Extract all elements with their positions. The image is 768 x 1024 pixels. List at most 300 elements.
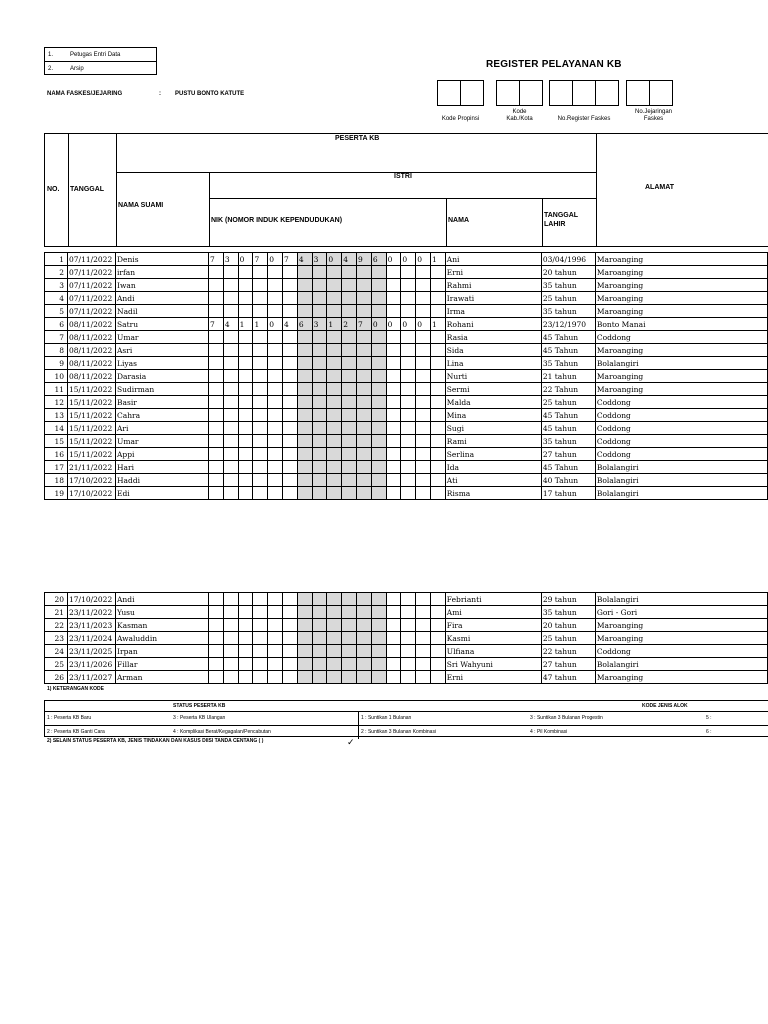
nik-digit <box>371 632 386 645</box>
keterangan-row <box>45 725 768 739</box>
nik-digit <box>238 396 253 409</box>
table-row <box>45 396 768 409</box>
jejaringan-boxes[interactable] <box>626 80 673 106</box>
nik-digit <box>431 357 446 370</box>
nik-digit <box>297 292 312 305</box>
nik-digit <box>431 409 446 422</box>
nik-digit <box>312 357 327 370</box>
nik-digit <box>431 593 446 606</box>
row-nama-istri: Febrianti <box>445 593 541 606</box>
nik-digit <box>238 409 253 422</box>
table-row <box>45 593 768 606</box>
nik-digit <box>253 344 268 357</box>
row-nama-suami: Liyas <box>116 357 209 370</box>
header-alamat: ALAMAT <box>645 184 675 191</box>
row-tanggal: 07/11/2022 <box>68 266 116 279</box>
nik-digit <box>342 487 357 500</box>
row-number: 7 <box>45 331 68 344</box>
row-tanggal: 15/11/2022 <box>68 435 116 448</box>
row-number: 11 <box>45 383 68 396</box>
nik-digit <box>312 487 327 500</box>
nik-digit <box>253 487 268 500</box>
nik-digit <box>431 383 446 396</box>
nik-digit <box>401 266 416 279</box>
header-istri-cell <box>209 172 597 199</box>
nik-digit: 1 <box>238 318 253 331</box>
nik-digit <box>416 474 431 487</box>
nik-digit <box>327 396 342 409</box>
header-nama-cell <box>446 198 543 247</box>
row-nama-istri: Ani <box>445 253 541 266</box>
nik-digit: 0 <box>416 253 431 266</box>
page-title: REGISTER PELAYANAN KB <box>486 59 622 70</box>
nik-digit <box>416 606 431 619</box>
row-tanggal: 23/11/2027 <box>68 671 116 684</box>
header-peserta: PESERTA KB <box>335 135 380 142</box>
nik-digit <box>238 593 253 606</box>
nik-digit <box>416 331 431 344</box>
row-alamat: Maroanging <box>595 305 767 318</box>
kode-kab-label-1: Kode <box>512 109 527 115</box>
row-alamat: Maroanging <box>595 266 767 279</box>
nik-digit <box>327 292 342 305</box>
nik-digit <box>386 435 401 448</box>
row-tanggal-lahir: 20 tahun <box>541 266 595 279</box>
nik-digit <box>238 422 253 435</box>
nik-digit <box>357 461 372 474</box>
nik-digit <box>268 370 283 383</box>
nik-digit <box>371 383 386 396</box>
table-row <box>45 632 768 645</box>
code-cell[interactable] <box>549 80 573 106</box>
nik-digit <box>431 632 446 645</box>
header-istri: ISTRI <box>394 173 412 180</box>
row-nama-istri: Ulfiana <box>445 645 541 658</box>
nik-digit <box>416 370 431 383</box>
nik-digit: 4 <box>297 253 312 266</box>
row-tanggal: 15/11/2022 <box>68 409 116 422</box>
nik-digit <box>268 658 283 671</box>
table-row <box>45 658 768 671</box>
row-tanggal: 08/11/2022 <box>68 344 116 357</box>
row-number: 3 <box>45 279 68 292</box>
nik-digit <box>416 619 431 632</box>
nik-digit: 4 <box>223 318 238 331</box>
nik-digit <box>401 383 416 396</box>
nik-digit: 7 <box>283 253 298 266</box>
nik-digit <box>238 305 253 318</box>
nik-digit <box>297 370 312 383</box>
faskes-colon: : <box>159 91 161 97</box>
nik-digit <box>401 474 416 487</box>
nik-digit <box>431 606 446 619</box>
nik-digit <box>342 606 357 619</box>
nik-digit <box>371 331 386 344</box>
nik-digit <box>209 383 224 396</box>
table-row <box>45 448 768 461</box>
nik-digit <box>238 487 253 500</box>
nik-digit <box>371 305 386 318</box>
nik-digit <box>283 422 298 435</box>
nik-digit <box>416 344 431 357</box>
nik-digit <box>297 448 312 461</box>
nik-digit <box>416 422 431 435</box>
nik-digit: 4 <box>283 318 298 331</box>
code-cell[interactable] <box>519 80 543 106</box>
nik-digit <box>357 487 372 500</box>
nik-digit <box>209 487 224 500</box>
nik-digit: 7 <box>253 253 268 266</box>
row-tanggal-lahir: 20 tahun <box>541 619 595 632</box>
code-cell[interactable] <box>595 80 619 106</box>
nik-digit <box>283 487 298 500</box>
table-row <box>45 305 768 318</box>
nik-digit <box>209 448 224 461</box>
nik-digit <box>416 292 431 305</box>
row-number: 5 <box>45 305 68 318</box>
nik-digit <box>209 331 224 344</box>
nik-digit: 1 <box>253 318 268 331</box>
table-row <box>45 266 768 279</box>
nik-digit <box>209 619 224 632</box>
header-tanggal: TANGGAL <box>70 186 105 193</box>
row-nama-suami: Arman <box>116 671 209 684</box>
nik-digit <box>312 645 327 658</box>
header-tanggal-lahir: TANGGAL <box>544 212 579 219</box>
row-tanggal-lahir: 23/12/1970 <box>541 318 595 331</box>
nik-digit <box>357 632 372 645</box>
nik-digit <box>401 357 416 370</box>
row-tanggal: 08/11/2022 <box>68 318 116 331</box>
nik-digit <box>297 409 312 422</box>
nik-digit <box>371 370 386 383</box>
nik-digit <box>342 292 357 305</box>
nik-digit <box>238 619 253 632</box>
nik-digit <box>253 658 268 671</box>
nik-digit <box>371 606 386 619</box>
nik-digit <box>327 266 342 279</box>
nik-digit <box>253 593 268 606</box>
row-tanggal-lahir: 35 tahun <box>541 435 595 448</box>
nik-digit <box>371 409 386 422</box>
row-tanggal-lahir: 35 tahun <box>541 305 595 318</box>
nik-digit <box>416 487 431 500</box>
nik-digit <box>297 331 312 344</box>
row-nama-istri: Sri Wahyuni <box>445 658 541 671</box>
row-tanggal-lahir: 45 Tahun <box>541 344 595 357</box>
nik-digit <box>401 279 416 292</box>
nik-digit <box>209 305 224 318</box>
row-number: 23 <box>45 632 68 645</box>
nik-digit <box>357 409 372 422</box>
table-row <box>45 370 768 383</box>
nik-digit: 6 <box>371 253 386 266</box>
register-table-2 <box>44 592 768 684</box>
nik-digit <box>431 305 446 318</box>
keterangan-table <box>44 700 768 737</box>
nik-digit <box>268 461 283 474</box>
nik-digit <box>253 383 268 396</box>
row-nama-suami: Edi <box>116 487 209 500</box>
kode-kab-boxes[interactable] <box>496 80 543 106</box>
nik-digit <box>238 279 253 292</box>
row-number: 24 <box>45 645 68 658</box>
row-nama-suami: Sudirman <box>116 383 209 396</box>
nik-digit <box>238 448 253 461</box>
row-tanggal: 08/11/2022 <box>68 331 116 344</box>
nik-digit <box>386 645 401 658</box>
nik-digit <box>386 279 401 292</box>
nik-digit <box>223 487 238 500</box>
code-cell[interactable] <box>460 80 484 106</box>
nik-digit <box>327 422 342 435</box>
nik-digit <box>312 658 327 671</box>
nik-digit <box>416 448 431 461</box>
row-number: 12 <box>45 396 68 409</box>
nik-digit <box>223 461 238 474</box>
nik-digit <box>283 619 298 632</box>
nik-digit <box>357 383 372 396</box>
row-tanggal: 15/11/2022 <box>68 383 116 396</box>
row-number: 17 <box>45 461 68 474</box>
nik-digit <box>283 344 298 357</box>
nik-digit: 0 <box>371 318 386 331</box>
nik-digit <box>223 409 238 422</box>
nik-digit: 2 <box>342 318 357 331</box>
row-alamat: Coddong <box>595 448 767 461</box>
nik-digit <box>312 593 327 606</box>
nik-digit <box>401 645 416 658</box>
row-number: 9 <box>45 357 68 370</box>
nik-digit <box>327 370 342 383</box>
nik-digit <box>253 671 268 684</box>
table-row <box>45 318 768 331</box>
table-row <box>45 474 768 487</box>
table-row <box>45 487 768 500</box>
keterangan-header-row <box>45 701 768 712</box>
kode-kab-label-2: Kab./Kota <box>506 116 533 122</box>
nik-digit <box>238 671 253 684</box>
row-number: 20 <box>45 593 68 606</box>
row-nama-istri: Lina <box>445 357 541 370</box>
nik-digit <box>268 279 283 292</box>
nik-digit <box>297 632 312 645</box>
row-nama-suami: Cahra <box>116 409 209 422</box>
row-nama-suami: Iwan <box>116 279 209 292</box>
nik-digit <box>268 357 283 370</box>
nik-digit <box>283 383 298 396</box>
nik-digit <box>238 632 253 645</box>
nik-digit <box>283 593 298 606</box>
nik-digit <box>209 606 224 619</box>
row-tanggal: 23/11/2025 <box>68 645 116 658</box>
nik-digit <box>283 396 298 409</box>
nik-digit <box>342 593 357 606</box>
status-item: 1 : Peserta KB Baru <box>47 715 92 721</box>
nik-digit <box>312 448 327 461</box>
nik-digit <box>209 292 224 305</box>
row-nama-istri: Rasia <box>445 331 541 344</box>
nik-digit <box>297 645 312 658</box>
nik-digit <box>283 632 298 645</box>
nik-digit <box>283 266 298 279</box>
nik-digit <box>312 383 327 396</box>
nik-digit <box>327 487 342 500</box>
nik-digit <box>416 435 431 448</box>
nik-digit <box>283 357 298 370</box>
code-cell[interactable] <box>626 80 650 106</box>
row-alamat: Maroanging <box>595 253 767 266</box>
row-number: 13 <box>45 409 68 422</box>
row-nama-suami: Nadil <box>116 305 209 318</box>
nik-digit <box>401 461 416 474</box>
row-number: 26 <box>45 671 68 684</box>
code-cell[interactable] <box>496 80 520 106</box>
nik-digit <box>416 266 431 279</box>
nik-digit <box>371 474 386 487</box>
table-row <box>45 619 768 632</box>
table-row <box>45 292 768 305</box>
nik-digit <box>342 266 357 279</box>
nik-digit <box>253 305 268 318</box>
nik-digit <box>401 619 416 632</box>
nik-digit <box>357 370 372 383</box>
nik-digit <box>312 474 327 487</box>
code-cell[interactable] <box>437 80 461 106</box>
row-number: 22 <box>45 619 68 632</box>
nik-digit <box>283 331 298 344</box>
nik-digit: 0 <box>386 253 401 266</box>
row-nama-suami: Darasia <box>116 370 209 383</box>
nik-digit <box>283 474 298 487</box>
code-cell[interactable] <box>572 80 596 106</box>
row-nama-istri: Erni <box>445 671 541 684</box>
nik-digit <box>342 279 357 292</box>
row-number: 8 <box>45 344 68 357</box>
nik-digit <box>386 422 401 435</box>
header-lahir-cell <box>542 198 597 247</box>
nik-digit <box>253 357 268 370</box>
nik-digit <box>223 474 238 487</box>
nik-digit <box>327 658 342 671</box>
nik-digit <box>431 658 446 671</box>
nik-digit <box>401 593 416 606</box>
row-number: 25 <box>45 658 68 671</box>
nik-digit <box>357 331 372 344</box>
register-boxes[interactable] <box>549 80 619 106</box>
nik-digit <box>357 448 372 461</box>
nik-digit <box>357 593 372 606</box>
nik-digit <box>416 671 431 684</box>
row-alamat: Bonto Manai <box>595 318 767 331</box>
table-row <box>45 435 768 448</box>
nik-digit <box>223 266 238 279</box>
nik-digit <box>209 474 224 487</box>
row-nama-istri: Rami <box>445 435 541 448</box>
nik-digit <box>238 331 253 344</box>
row-tanggal-lahir: 25 tahun <box>541 396 595 409</box>
nik-digit <box>357 344 372 357</box>
nik-digit <box>223 305 238 318</box>
row-tanggal-lahir: 47 tahun <box>541 671 595 684</box>
row-tanggal-lahir: 25 tahun <box>541 632 595 645</box>
nik-digit <box>268 448 283 461</box>
nik-digit <box>342 658 357 671</box>
nik-digit <box>297 593 312 606</box>
nik-digit <box>297 474 312 487</box>
header-nama-suami: NAMA SUAMI <box>118 202 164 209</box>
nik-digit <box>283 305 298 318</box>
row-nama-istri: Ami <box>445 606 541 619</box>
nik-digit <box>223 396 238 409</box>
row-nama-suami: Umar <box>116 331 209 344</box>
nik-digit <box>209 396 224 409</box>
nik-digit <box>371 619 386 632</box>
table-row <box>45 253 768 266</box>
code-cell[interactable] <box>649 80 673 106</box>
row-tanggal: 07/11/2022 <box>68 292 116 305</box>
nik-digit <box>431 422 446 435</box>
nik-digit <box>327 435 342 448</box>
row-tanggal-lahir: 29 tahun <box>541 593 595 606</box>
nik-digit <box>342 474 357 487</box>
nik-digit <box>283 606 298 619</box>
nik-digit <box>342 305 357 318</box>
nik-digit <box>238 383 253 396</box>
row-nama-suami: Satru <box>116 318 209 331</box>
nik-digit <box>327 357 342 370</box>
row-nama-istri: Irma <box>445 305 541 318</box>
nik-digit <box>268 305 283 318</box>
nik-digit <box>357 357 372 370</box>
row-tanggal: 08/11/2022 <box>68 357 116 370</box>
nik-digit: 1 <box>431 318 446 331</box>
nik-digit: 0 <box>401 253 416 266</box>
nik-digit <box>431 474 446 487</box>
nik-digit <box>431 292 446 305</box>
row-nama-istri: Sida <box>445 344 541 357</box>
table-row <box>45 671 768 684</box>
row-tanggal: 07/11/2022 <box>68 253 116 266</box>
nik-digit: 3 <box>312 253 327 266</box>
nik-digit <box>253 422 268 435</box>
table-row <box>45 331 768 344</box>
header-nik-cell <box>209 198 447 247</box>
nik-digit <box>371 396 386 409</box>
nik-digit <box>342 422 357 435</box>
nik-digit: 0 <box>238 253 253 266</box>
row-tanggal: 21/11/2022 <box>68 461 116 474</box>
nik-digit <box>223 593 238 606</box>
row-nama-istri: Malda <box>445 396 541 409</box>
row-alamat: Coddong <box>595 396 767 409</box>
row-number: 15 <box>45 435 68 448</box>
row-alamat: Bolalangiri <box>595 357 767 370</box>
nik-digit <box>312 370 327 383</box>
nik-digit <box>297 422 312 435</box>
row-nama-istri: Ati <box>445 474 541 487</box>
nik-digit <box>312 305 327 318</box>
row-number: 4 <box>45 292 68 305</box>
row-nama-istri: Fira <box>445 619 541 632</box>
header-peserta-cell <box>116 133 597 173</box>
nik-digit <box>371 292 386 305</box>
kode-propinsi-boxes[interactable] <box>437 80 484 106</box>
nik-digit <box>223 344 238 357</box>
nik-digit <box>268 606 283 619</box>
row-alamat: Coddong <box>595 645 767 658</box>
row-tanggal-lahir: 22 tahun <box>541 645 595 658</box>
